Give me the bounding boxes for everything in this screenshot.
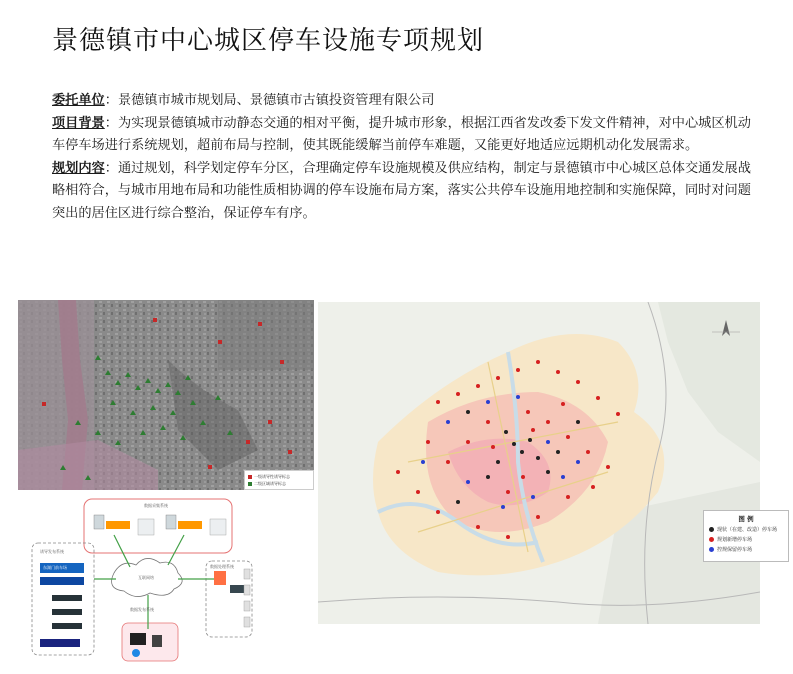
existing-parking-icon bbox=[709, 527, 714, 532]
internet-label: 互联网络 bbox=[138, 575, 154, 580]
client-text: 景德镇市城市规划局、景德镇市古镇投资管理有限公司 bbox=[117, 93, 435, 108]
background-paragraph bbox=[52, 113, 752, 158]
photo-legend-item-1: 一级诱导性诱导标志 bbox=[254, 474, 290, 479]
content-text: 通过规划，科学划定停车分区，合理确定停车设施规模及供应结构，制定与景德镇市中心城区总体交通发展战略相符合，与城市用地布局和功能性质相协调的停车设施布局方案，落实公共停车设施用地控制和实施保障，同时对问题突出的居住区进行综合整治，保证停车有序。 bbox=[52, 160, 751, 221]
map-legend-row-1 bbox=[709, 526, 783, 533]
planned-parking-icon bbox=[709, 537, 714, 542]
guide-system-label: 诱导发布系统 bbox=[40, 549, 64, 554]
guidance-system-graphic bbox=[18, 493, 254, 663]
background-label: 项目背景 bbox=[52, 115, 105, 131]
map-legend-row-2 bbox=[709, 536, 783, 543]
aerial-photo bbox=[18, 300, 314, 490]
retained-parking-icon bbox=[709, 547, 714, 552]
background-text: 为实现景德镇城市动静态交通的相对平衡，提升城市形象，根据江西省发改委下发文件精神，对中心城区机动车停车场进行系统规划，超前布局与控制，使其既能缓解当前停车难题，又能更好地适应远期机动化发展需求。 bbox=[52, 115, 751, 153]
map-legend-item-2: 规划新增停车场 bbox=[717, 537, 753, 543]
page-title: 景德镇市中心城区停车设施专项规划 bbox=[52, 26, 485, 56]
map-legend-title: 图 例 bbox=[738, 515, 754, 523]
photo-legend-row-2 bbox=[248, 480, 310, 487]
map-legend-row-3 bbox=[709, 546, 783, 553]
map-legend bbox=[703, 510, 789, 562]
planning-map bbox=[318, 302, 760, 624]
content-paragraph bbox=[52, 158, 752, 226]
map-legend-item-3: 控规保留停车场 bbox=[717, 547, 753, 553]
photo-legend bbox=[244, 470, 314, 490]
data-release-label: 数据发布系统 bbox=[130, 607, 154, 612]
green-triangle-icon bbox=[248, 482, 252, 486]
guidance-system-diagram bbox=[18, 493, 254, 663]
parking-sign-text: 东湖门前车场 bbox=[43, 565, 67, 570]
planning-map-graphic bbox=[318, 302, 760, 624]
client-paragraph bbox=[52, 90, 752, 113]
content-label: 规划内容 bbox=[52, 160, 105, 176]
client-label: 委托单位 bbox=[52, 93, 105, 108]
photo-legend-item-2: 二级区域诱导标志 bbox=[254, 481, 286, 486]
project-description bbox=[52, 90, 752, 225]
data-processing-label: 数据处理系统 bbox=[210, 564, 234, 569]
red-square-icon bbox=[248, 475, 252, 479]
map-legend-item-1: 现状（在建、改造）停车场 bbox=[717, 527, 778, 533]
data-collection-label: 数据采集系统 bbox=[144, 503, 168, 508]
photo-legend-row-1 bbox=[248, 473, 310, 480]
background-sep: ： bbox=[104, 115, 118, 131]
client-sep: ： bbox=[104, 93, 118, 108]
aerial-photo-graphic bbox=[18, 300, 314, 490]
content-sep: ： bbox=[104, 160, 118, 176]
